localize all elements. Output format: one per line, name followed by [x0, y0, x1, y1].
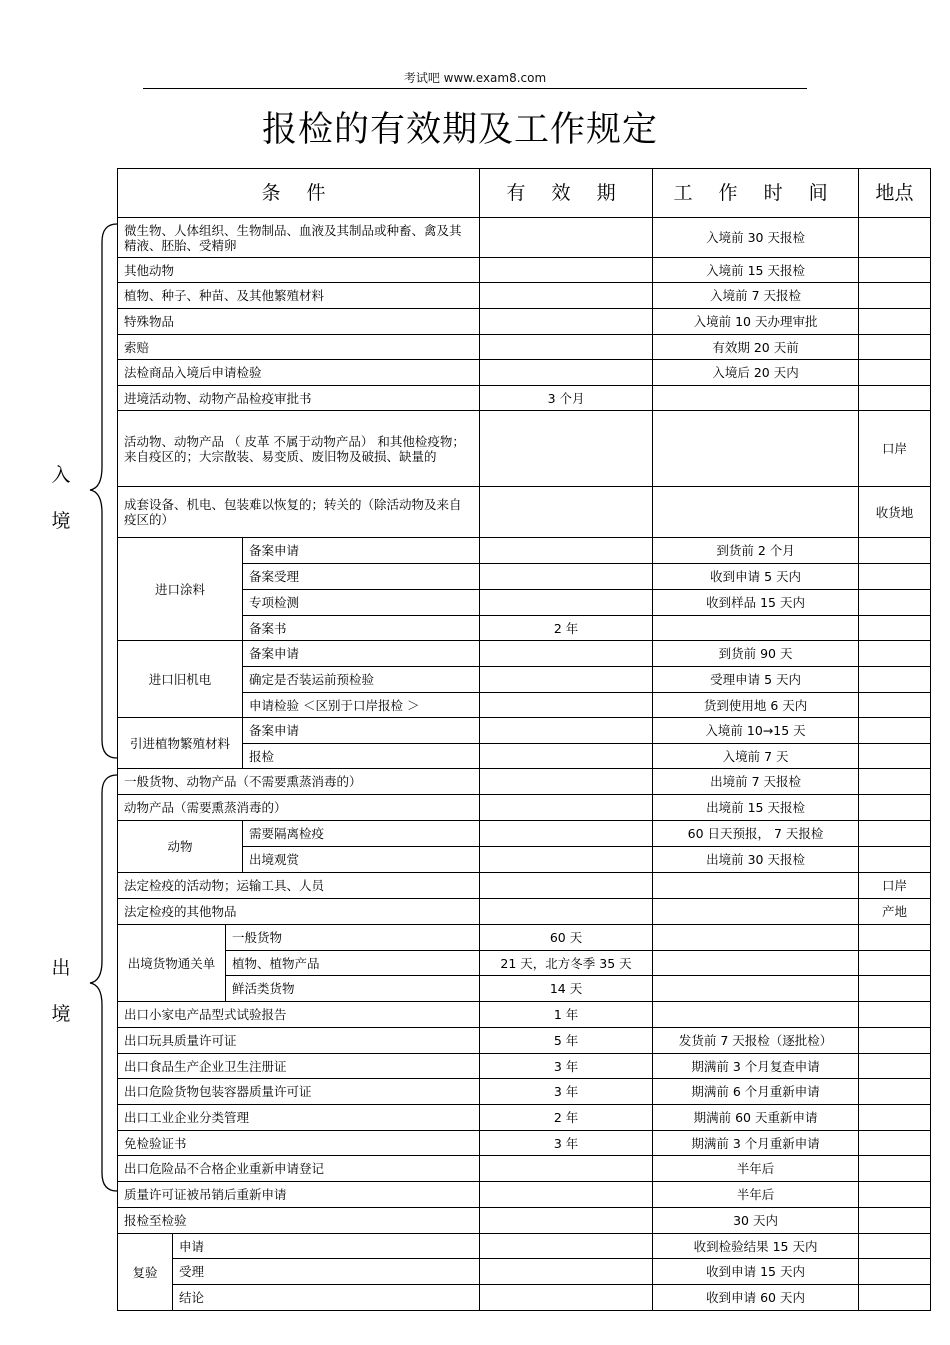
table-row [118, 925, 931, 951]
table-row [118, 951, 931, 976]
item-cell: 备案申请 [243, 641, 480, 667]
condition-cell: 出口危险品不合格企业重新申请登记 [118, 1156, 480, 1182]
work-time-cell: 出境前 30 天报检 [653, 847, 859, 873]
group-label-plant-material: 引进植物繁殖材料 [118, 718, 243, 769]
group-label-animals: 动物 [118, 821, 243, 873]
validity-cell [480, 487, 653, 538]
work-time-cell [653, 1002, 859, 1028]
condition-cell: 出口玩具质量许可证 [118, 1028, 480, 1054]
validity-cell [480, 258, 653, 283]
item-cell: 受理 [173, 1259, 480, 1285]
validity-cell [480, 769, 653, 795]
validity-cell [480, 360, 653, 386]
condition-cell: 出口危险货物包装容器质量许可证 [118, 1079, 480, 1105]
validity-cell [480, 411, 653, 487]
location-cell [859, 564, 931, 590]
table-row [118, 283, 931, 309]
validity-cell [480, 335, 653, 360]
location-cell [859, 976, 931, 1002]
exit-brace [82, 773, 122, 1195]
work-time-cell [653, 487, 859, 538]
location-cell [859, 667, 931, 693]
location-cell [859, 1208, 931, 1234]
work-time-cell: 到货前 90 天 [653, 641, 859, 667]
location-cell [859, 1105, 931, 1131]
validity-cell: 3 年 [480, 1131, 653, 1156]
validity-cell [480, 641, 653, 667]
item-cell: 出境观赏 [243, 847, 480, 873]
condition-cell: 出口工业企业分类管理 [118, 1105, 480, 1131]
location-cell [859, 360, 931, 386]
entry-brace [82, 222, 122, 762]
group-label-reinspection: 复验 [118, 1234, 173, 1311]
validity-cell: 3 年 [480, 1054, 653, 1079]
work-time-cell: 入境前 10→15 天 [653, 718, 859, 744]
location-cell [859, 590, 931, 616]
item-cell: 备案申请 [243, 718, 480, 744]
table-row [118, 258, 931, 283]
inspection-table [117, 168, 931, 1311]
condition-cell: 法检商品入境后申请检验 [118, 360, 480, 386]
validity-cell [480, 873, 653, 899]
validity-cell [480, 693, 653, 718]
site-header: 考试吧 www.exam8.com [403, 71, 547, 85]
table-row [118, 309, 931, 335]
table-row [118, 360, 931, 386]
condition-cell: 微生物、人体组织、生物制品、血液及其制品或种畜、禽及其精液、胚胎、受精卵 [118, 218, 480, 258]
condition-cell: 报检至检验 [118, 1208, 480, 1234]
condition-cell: 特殊物品 [118, 309, 480, 335]
validity-cell [480, 309, 653, 335]
validity-cell [480, 218, 653, 258]
location-cell [859, 335, 931, 360]
validity-cell [480, 744, 653, 769]
item-cell: 报检 [243, 744, 480, 769]
group-label-coatings: 进口涂料 [118, 538, 243, 641]
header-work-time: 工 作 时 间 [653, 169, 859, 218]
location-cell [859, 386, 931, 411]
location-cell [859, 821, 931, 847]
location-cell: 口岸 [859, 411, 931, 487]
condition-cell: 索赔 [118, 335, 480, 360]
table-row [118, 1079, 931, 1105]
condition-cell: 出口食品生产企业卫生注册证 [118, 1054, 480, 1079]
work-time-cell: 入境前 7 天 [653, 744, 859, 769]
validity-cell [480, 538, 653, 564]
location-cell [859, 951, 931, 976]
validity-cell: 2 年 [480, 1105, 653, 1131]
table-row [118, 1182, 931, 1208]
item-cell: 备案受理 [243, 564, 480, 590]
item-cell: 备案申请 [243, 538, 480, 564]
item-cell: 备案书 [243, 616, 480, 641]
location-cell [859, 218, 931, 258]
work-time-cell: 入境前 30 天报检 [653, 218, 859, 258]
validity-cell [480, 667, 653, 693]
location-cell: 口岸 [859, 873, 931, 899]
work-time-cell: 期满前 3 个月复查申请 [653, 1054, 859, 1079]
location-cell [859, 925, 931, 951]
work-time-cell: 收到申请 60 天内 [653, 1285, 859, 1311]
location-cell [859, 1002, 931, 1028]
validity-cell [480, 1156, 653, 1182]
condition-cell: 成套设备、机电、包装难以恢复的；转关的（除活动物及来自疫区的） [118, 487, 480, 538]
table-row [118, 976, 931, 1002]
table-row [118, 487, 931, 538]
location-cell [859, 641, 931, 667]
location-cell: 产地 [859, 899, 931, 925]
condition-cell: 免检验证书 [118, 1131, 480, 1156]
validity-cell [480, 718, 653, 744]
item-cell: 需要隔离检疫 [243, 821, 480, 847]
table-row [118, 1028, 931, 1054]
condition-cell: 法定检疫的其他物品 [118, 899, 480, 925]
header-validity: 有 效 期 [480, 169, 653, 218]
work-time-cell: 出境前 15 天报检 [653, 795, 859, 821]
validity-cell: 3 个月 [480, 386, 653, 411]
validity-cell: 21 天，北方冬季 35 天 [480, 951, 653, 976]
table-row [118, 218, 931, 258]
work-time-cell: 收到样品 15 天内 [653, 590, 859, 616]
item-cell: 申请检验 ＜区别于口岸报检 ＞ [243, 693, 480, 718]
validity-cell: 2 年 [480, 616, 653, 641]
work-time-cell: 半年后 [653, 1156, 859, 1182]
condition-cell: 其他动物 [118, 258, 480, 283]
validity-cell [480, 1285, 653, 1311]
group-label-used-equipment: 进口旧机电 [118, 641, 243, 718]
table-row [118, 538, 931, 564]
item-cell: 申请 [173, 1234, 480, 1259]
validity-cell [480, 590, 653, 616]
location-cell [859, 1079, 931, 1105]
location-cell [859, 538, 931, 564]
work-time-cell [653, 925, 859, 951]
table-row [118, 1156, 931, 1182]
item-cell: 专项检测 [243, 590, 480, 616]
table-row [118, 873, 931, 899]
table-row [118, 386, 931, 411]
work-time-cell: 半年后 [653, 1182, 859, 1208]
table-row [118, 1208, 931, 1234]
item-cell: 鲜活类货物 [226, 976, 480, 1002]
condition-cell: 活动物、动物产品 （ 皮革 不属于动物产品） 和其他检疫物；来自疫区的；大宗散装、易变质、废旧物及破损、缺量的 [118, 411, 480, 487]
page-title: 报检的有效期及工作规定 [261, 110, 658, 150]
exit-label: 出 境 [51, 957, 71, 1025]
work-time-cell: 收到检验结果 15 天内 [653, 1234, 859, 1259]
header-rule [143, 88, 807, 89]
location-cell [859, 795, 931, 821]
location-cell [859, 616, 931, 641]
validity-cell [480, 795, 653, 821]
location-cell [859, 1131, 931, 1156]
work-time-cell: 发货前 7 天报检（逐批检） [653, 1028, 859, 1054]
table-row [118, 1131, 931, 1156]
location-cell: 收货地 [859, 487, 931, 538]
work-time-cell: 期满前 60 天重新申请 [653, 1105, 859, 1131]
validity-cell: 3 年 [480, 1079, 653, 1105]
location-cell [859, 1285, 931, 1311]
table-row [118, 1105, 931, 1131]
condition-cell: 法定检疫的活动物；运输工具、人员 [118, 873, 480, 899]
work-time-cell: 有效期 20 天前 [653, 335, 859, 360]
work-time-cell [653, 873, 859, 899]
group-label-clearance: 出境货物通关单 [118, 925, 226, 1002]
location-cell [859, 1054, 931, 1079]
work-time-cell [653, 951, 859, 976]
work-time-cell: 收到申请 5 天内 [653, 564, 859, 590]
table-row [118, 795, 931, 821]
header-condition: 条 件 [118, 169, 480, 218]
work-time-cell: 60 日天预报， 7 天报检 [653, 821, 859, 847]
validity-cell [480, 283, 653, 309]
work-time-cell: 收到申请 15 天内 [653, 1259, 859, 1285]
location-cell [859, 1182, 931, 1208]
location-cell [859, 283, 931, 309]
table-row [118, 821, 931, 847]
header-row [118, 169, 931, 218]
location-cell [859, 693, 931, 718]
work-time-cell [653, 411, 859, 487]
condition-cell: 一般货物、动物产品（不需要熏蒸消毒的） [118, 769, 480, 795]
validity-cell [480, 1259, 653, 1285]
table-row [118, 1285, 931, 1311]
validity-cell: 60 天 [480, 925, 653, 951]
validity-cell [480, 1234, 653, 1259]
table-row [118, 1234, 931, 1259]
condition-cell: 出口小家电产品型式试验报告 [118, 1002, 480, 1028]
condition-cell: 动物产品（需要熏蒸消毒的） [118, 795, 480, 821]
work-time-cell [653, 616, 859, 641]
validity-cell [480, 899, 653, 925]
validity-cell: 1 年 [480, 1002, 653, 1028]
item-cell: 确定是否装运前预检验 [243, 667, 480, 693]
work-time-cell: 入境前 10 天办理审批 [653, 309, 859, 335]
validity-cell [480, 1182, 653, 1208]
location-cell [859, 1028, 931, 1054]
validity-cell [480, 821, 653, 847]
validity-cell [480, 847, 653, 873]
work-time-cell: 货到使用地 6 天内 [653, 693, 859, 718]
table-row [118, 1054, 931, 1079]
table-row [118, 899, 931, 925]
location-cell [859, 1234, 931, 1259]
work-time-cell: 30 天内 [653, 1208, 859, 1234]
location-cell [859, 769, 931, 795]
work-time-cell: 受理申请 5 天内 [653, 667, 859, 693]
item-cell: 植物、植物产品 [226, 951, 480, 976]
entry-label: 入 境 [51, 464, 71, 532]
location-cell [859, 744, 931, 769]
table-row [118, 1002, 931, 1028]
work-time-cell: 入境前 15 天报检 [653, 258, 859, 283]
table-row [118, 335, 931, 360]
condition-cell: 植物、种子、种苗、及其他繁殖材料 [118, 283, 480, 309]
work-time-cell [653, 976, 859, 1002]
location-cell [859, 309, 931, 335]
table-row [118, 411, 931, 487]
table-row [118, 641, 931, 667]
work-time-cell: 到货前 2 个月 [653, 538, 859, 564]
validity-cell: 14 天 [480, 976, 653, 1002]
location-cell [859, 847, 931, 873]
work-time-cell: 入境前 7 天报检 [653, 283, 859, 309]
work-time-cell: 期满前 6 个月重新申请 [653, 1079, 859, 1105]
validity-cell: 5 年 [480, 1028, 653, 1054]
location-cell [859, 1156, 931, 1182]
table-row [118, 1259, 931, 1285]
table-row [118, 718, 931, 744]
item-cell: 结论 [173, 1285, 480, 1311]
location-cell [859, 718, 931, 744]
table-row [118, 769, 931, 795]
header-location: 地点 [859, 169, 931, 218]
work-time-cell: 入境后 20 天内 [653, 360, 859, 386]
work-time-cell: 出境前 7 天报检 [653, 769, 859, 795]
location-cell [859, 1259, 931, 1285]
validity-cell [480, 564, 653, 590]
work-time-cell [653, 899, 859, 925]
condition-cell: 进境活动物、动物产品检疫审批书 [118, 386, 480, 411]
work-time-cell: 期满前 3 个月重新申请 [653, 1131, 859, 1156]
item-cell: 一般货物 [226, 925, 480, 951]
condition-cell: 质量许可证被吊销后重新申请 [118, 1182, 480, 1208]
location-cell [859, 258, 931, 283]
work-time-cell [653, 386, 859, 411]
validity-cell [480, 1208, 653, 1234]
